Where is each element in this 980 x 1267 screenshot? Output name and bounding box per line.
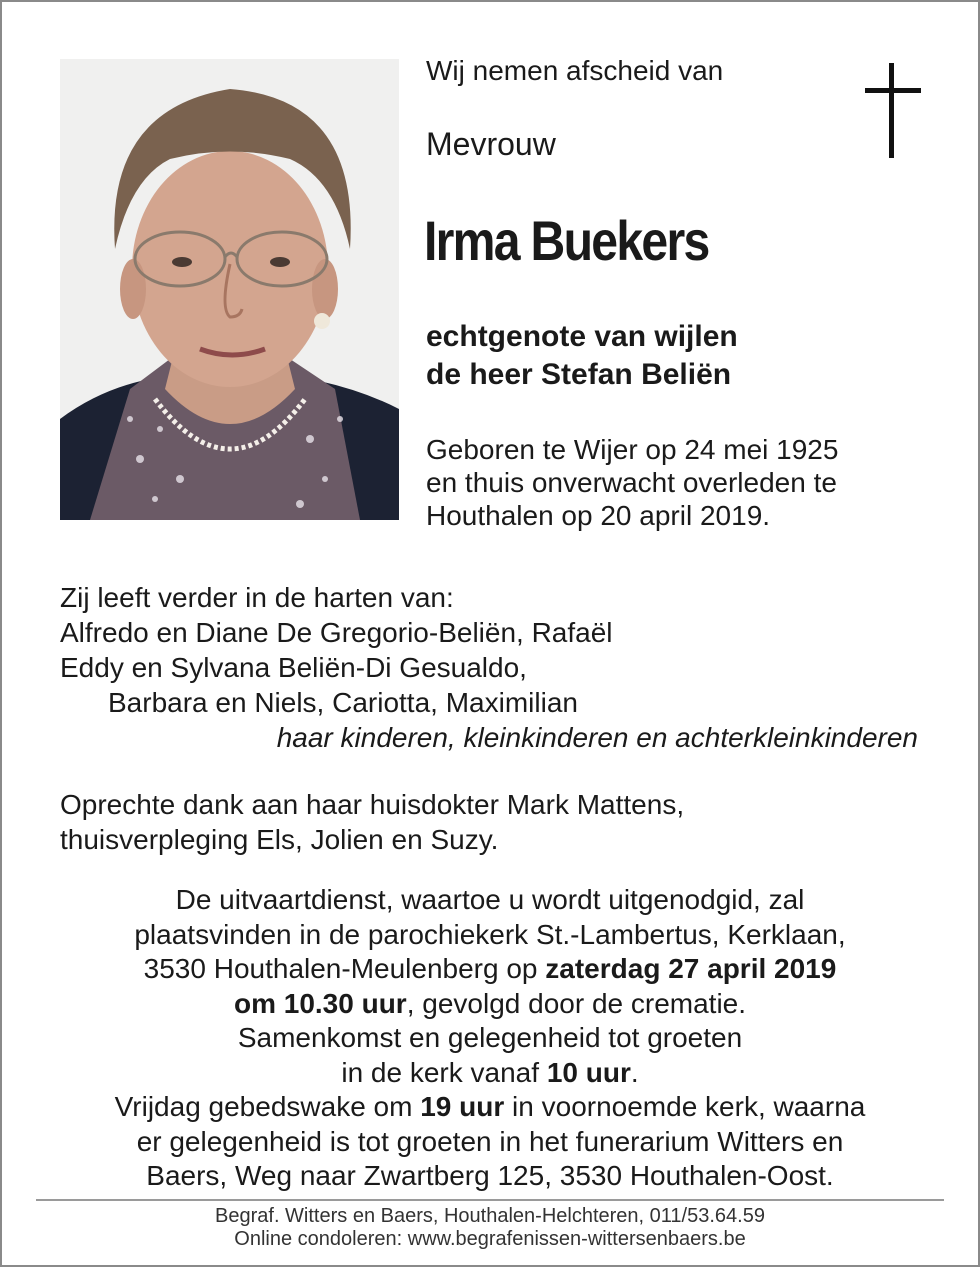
birth-death-text: Geboren te Wijer op 24 mei 1925 en thuis onverwacht overleden te Houthalen op 20 april 2019.: [426, 434, 839, 531]
thanks-text: Oprechte dank aan haar huisdokter Mark Mattens, thuisverpleging Els, Jolien en Suzy.: [60, 789, 685, 855]
portrait-photo: [60, 59, 399, 520]
survivor-line: Eddy en Sylvana Beliën-Di Gesualdo,: [60, 652, 527, 683]
survivors-relation: haar kinderen, kleinkinderen en achterkleinkinderen: [276, 722, 918, 753]
service-time: om 10.30 uur: [233, 987, 407, 1019]
service-details: De uitvaartdienst, waartoe u wordt uitgenodgid, zal plaatsvinden in de parochiekerk St.-Lambertus, Kerklaan, 3530 Houthalen-Meulenberg op zaterdag 27 april 2019 om 10.30 uur, gevolgd door de crematie. Samenkomst en gelegenheid tot groeten in de kerk vanaf 10 uur. Vrijdag gebedswake om 19 uur in voornoemde kerk, waarna er gelegenheid is tot groeten in het funerarium Witters en Baers, Weg naar Zwartberg 125, 3530 Houthalen-Oost.: [114, 884, 866, 1191]
service-date: zaterdag 27 april 2019: [545, 953, 837, 984]
survivor-line: Barbara en Niels, Cariotta, Maximilian: [108, 687, 578, 718]
honorific: Mevrouw: [426, 126, 556, 162]
condolence-link[interactable]: Online condoleren: www.begrafenissen-wittersenbaers.be: [234, 1228, 746, 1250]
spouse-text: echtgenote van wijlen de heer Stefan Beliën: [426, 320, 738, 391]
funeral-home-contact: Begraf. Witters en Baers, Houthalen-Helchteren, 011/53.64.59: [215, 1205, 765, 1227]
intro-text: Wij nemen afscheid van: [426, 55, 724, 86]
survivors-heading: Zij leeft verder in de harten van:: [60, 582, 454, 613]
cross-icon: [865, 63, 921, 158]
survivor-line: Alfredo en Diane De Gregorio-Beliën, Rafaël: [60, 617, 613, 648]
survivors-list: [60, 580, 920, 755]
vigil-time: 19 uur: [420, 1091, 505, 1122]
divider: [36, 1199, 944, 1201]
footer: [40, 1205, 940, 1251]
greeting-time: 10 uur: [546, 1056, 631, 1088]
deceased-name: Irma Buekers: [424, 209, 709, 272]
